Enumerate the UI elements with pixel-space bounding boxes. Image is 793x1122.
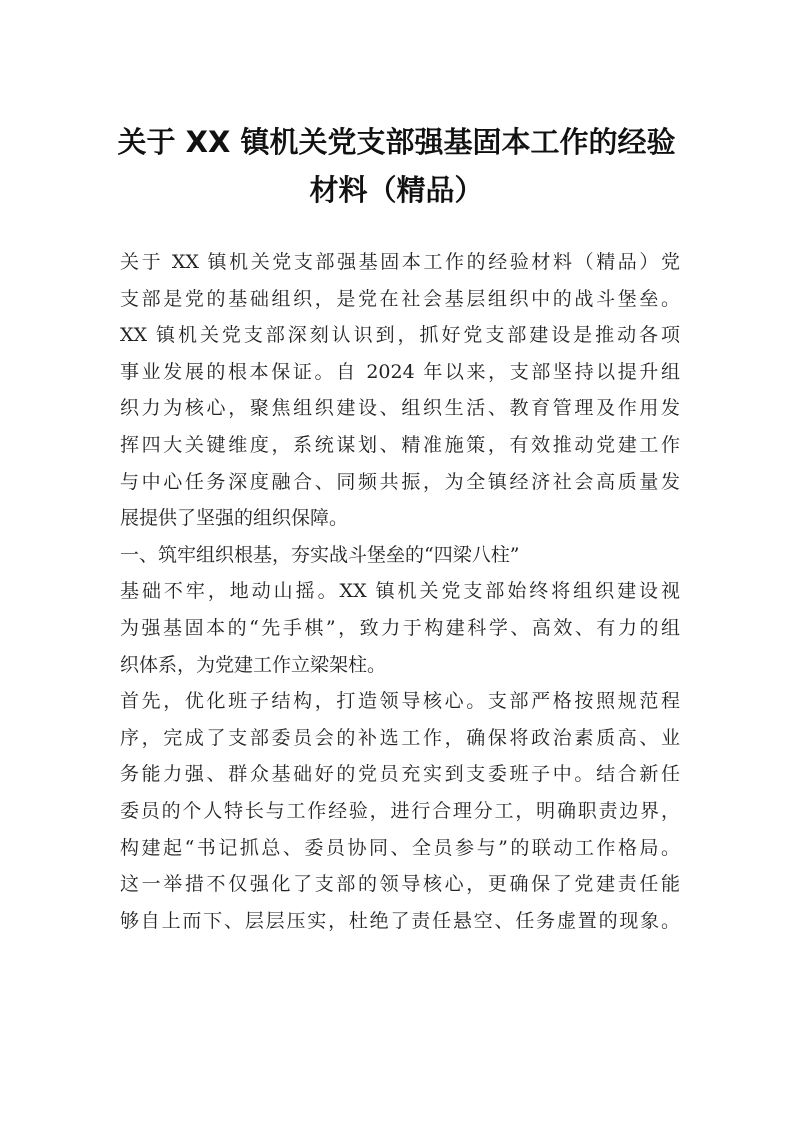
text-line: 构建起“书记抓总、委员协同、全员参与”的联动工作格局。 — [120, 836, 680, 859]
text-line: 这一举措不仅强化了支部的领导核心，更确保了党建责任能 — [120, 873, 680, 896]
text-line: 织力为核心，聚焦组织建设、组织生活、教育管理及作用发 — [120, 397, 680, 420]
text-line: 支部是党的基础组织，是党在社会基层组织中的战斗堡垒。 — [120, 287, 680, 310]
section-paragraph — [120, 683, 680, 939]
document-title — [110, 118, 683, 214]
intro-paragraph — [120, 244, 680, 537]
title-line-2: 材料（精品） — [309, 173, 484, 207]
heading-line: 一、筑牢组织根基，夯实战斗堡垒的“四梁八柱” — [120, 543, 520, 566]
text-line: 为强基固本的“先手棋”，致力于构建科学、高效、有力的组 — [120, 616, 680, 639]
text-line: 委员的个人特长与工作经验，进行合理分工，明确职责边界， — [120, 799, 680, 822]
text-line: 展提供了坚强的组织保障。 — [120, 507, 349, 530]
text-line: 事业发展的根本保证。自 2024 年以来，支部坚持以提升组 — [120, 360, 680, 383]
title-line-1: 关于 XX 镇机关党支部强基固本工作的经验 — [117, 125, 676, 159]
text-line: 与中心任务深度融合、同频共振，为全镇经济社会高质量发 — [120, 470, 680, 493]
text-line: 织体系，为党建工作立梁架柱。 — [120, 653, 387, 676]
text-line: 务能力强、群众基础好的党员充实到支委班子中。结合新任 — [120, 763, 680, 786]
document-body — [120, 244, 680, 939]
section-paragraph — [120, 573, 680, 683]
text-line: 首先，优化班子结构，打造领导核心。支部严格按照规范程 — [120, 690, 680, 713]
section-heading — [120, 537, 680, 574]
text-line: 挥四大关键维度，系统谋划、精准施策，有效推动党建工作 — [120, 433, 680, 456]
text-line: 基础不牢，地动山摇。XX 镇机关党支部始终将组织建设视 — [120, 580, 680, 603]
text-line: 够自上而下、层层压实，杜绝了责任悬空、任务虚置的现象。 — [120, 909, 680, 932]
text-line: XX 镇机关党支部深刻认识到，抓好党支部建设是推动各项 — [120, 324, 680, 347]
text-line: 序，完成了支部委员会的补选工作，确保将政治素质高、业 — [120, 726, 680, 749]
text-line: 关于 XX 镇机关党支部强基固本工作的经验材料（精品）党 — [120, 251, 680, 273]
